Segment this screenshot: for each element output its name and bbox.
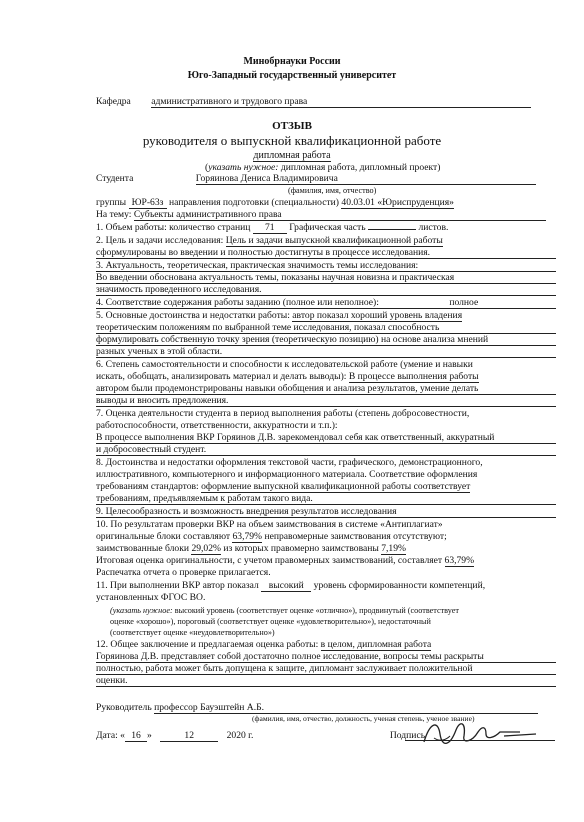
- item-12-text-1a: 12. Общее заключение и предлагаемая оценка работы:: [96, 639, 319, 650]
- hint-text: дипломная работа, дипломный проект): [280, 162, 441, 173]
- item-7-text-2: работоспособности, ответственности, аккуратности и т.п.):: [96, 420, 338, 431]
- item-11-text-2: установленных ФГОС ВО.: [96, 592, 206, 603]
- topic-value: Субъекты административного права: [134, 210, 546, 221]
- item-6-text-2: искать, обобщать, анализировать материал и делать выводы):: [96, 371, 347, 382]
- item-10-illegit: неправомерные заимствования отсутствуют;: [264, 531, 447, 542]
- item-12-line-1: [96, 640, 556, 650]
- department-label: Кафедра: [96, 96, 131, 107]
- university-heading: Юго-Западный государственный университет: [187, 70, 397, 81]
- work-type: [0, 150, 584, 161]
- hint-open: (: [205, 162, 209, 173]
- item-11-hint-text-3: (соответствует оценке «неудовлетворительно»): [110, 628, 275, 637]
- item-3-text-2: значимость проведенного исследования.: [96, 285, 556, 296]
- signature-image: [420, 712, 540, 752]
- item-12-text-2: Горяинова Д.В. представляет собой достаточно полное исследование, вопросы темы раскрыты: [96, 652, 556, 663]
- date-day: 16: [125, 731, 147, 742]
- group-label: группы: [96, 197, 127, 208]
- work-type-value: дипломная работа: [253, 150, 331, 161]
- item-12-text-1b: в целом, дипломная работа: [320, 639, 432, 650]
- date-month: 12: [160, 731, 218, 742]
- item-8-text-1: 8. Достоинства и недостатки оформления текстовой части, графического, демонстрационного,: [96, 457, 483, 468]
- item-1-text: 1. Объем работы: количество страниц: [96, 222, 251, 233]
- item-4-value: полное: [449, 297, 479, 308]
- supervisor-label: Руководитель: [96, 702, 152, 713]
- date-close-quote: »: [146, 730, 152, 741]
- work-type-hint: [205, 162, 440, 173]
- item-2-line-1: [96, 236, 556, 246]
- supervisor-caption: (фамилия, имя, отчество, должность, ученая степень, ученое звание): [252, 714, 475, 723]
- item-2-text-2: сформулированы во введении и полностью достигнуты в процессе исследования.: [96, 248, 556, 259]
- item-10-total-value: 63,79%: [444, 555, 475, 566]
- item-8-text-3: требованиям стандартов:: [96, 481, 199, 492]
- item-1-sheets-label: листов.: [418, 222, 449, 233]
- item-11-hint-1: [110, 606, 570, 616]
- item-10-borrowed-value: 29,02%: [191, 543, 222, 554]
- direction-label: направления подготовки (специальности): [168, 197, 339, 208]
- student-label: Студента: [96, 173, 134, 184]
- item-11-hint-text-1: высокий уровень (соответствует оценке «отлично»), продвинутый (соответствует: [174, 606, 459, 615]
- item-7-text-4: и добросовестный студент.: [96, 445, 556, 456]
- item-4: [96, 298, 556, 309]
- item-9-text: 9. Целесообразность и возможность внедрения результатов исследования: [96, 507, 556, 518]
- item-5-text-3: формулировать собственную точку зрения (теоретическую позицию) на основе анализа мнений: [96, 335, 556, 346]
- item-8-text-4: требованиям, предъявляемым к работам такого вида.: [96, 494, 556, 505]
- direction-value: 40.03.01 «Юриспруденция»: [341, 197, 454, 208]
- item-8-text-2: иллюстративного, компьютерного и информационного материала. Соответствие оформления: [96, 469, 478, 480]
- item-11-line-1: [96, 581, 556, 592]
- item-10-orig-label: оригинальные блоки составляют: [96, 531, 231, 542]
- item-6-text-1: 6. Степень самостоятельности и способности к исследовательской работе (умение и навыки: [96, 359, 473, 370]
- item-10-text-5: Распечатка отчета о проверке прилагается.: [96, 567, 271, 578]
- item-10-total-label: Итоговая оценка оригинальности, с учетом правомерных заимствований, составляет: [96, 555, 443, 566]
- item-1: [96, 223, 556, 234]
- item-10-borrowed-label: заимствованные блоки: [96, 543, 190, 554]
- item-10-legit-value: 7,19%: [381, 543, 407, 554]
- item-6-text-2b: В процессе выполнения работы: [348, 371, 479, 382]
- item-7-text-3: В процессе выполнения ВКР Горяинов Д.В. зарекомендовал себя как ответственный, аккуратный: [96, 433, 556, 444]
- group-value: ЮР-63з: [129, 198, 167, 209]
- item-12-text-3: полностью, работа может быть допущена к защите, дипломант заслуживает положительной: [96, 664, 556, 675]
- item-10-line-4: [96, 556, 556, 566]
- item-5-text-1: 5. Основные достоинства и недостатки работы:: [96, 310, 290, 321]
- item-1-pages: 71: [253, 223, 287, 234]
- topic-label: На тему:: [96, 209, 132, 220]
- item-2-text-1: Цель и задачи выпускной квалификационной работы: [225, 235, 443, 246]
- department-value: административного и трудового права: [151, 97, 531, 108]
- student-caption: (фамилия, имя, отчество): [288, 186, 377, 195]
- item-5-text-2: теоретическим положениям по выбранной теме исследования, показал способность: [96, 323, 556, 334]
- supervisor-value: профессор Бауэштейн А.Б.: [154, 703, 538, 714]
- item-4-label: 4. Соответствие содержания работы заданию (полное или неполное):: [96, 297, 379, 308]
- item-12-text-4: оценки.: [96, 676, 556, 687]
- item-10-text-1: 10. По результатам проверки ВКР на объем заимствования в системе «Антиплагиат»: [96, 519, 443, 530]
- item-11-text-1a: 11. При выполнении ВКР автор показал: [96, 580, 259, 591]
- item-7-text-1: 7. Оценка деятельности студента в период выполнения работы (степень добросовестности,: [96, 408, 470, 419]
- signature-label: Подпись: [389, 730, 426, 741]
- date-year: 2020 г.: [226, 730, 254, 741]
- item-1-graphic-label: Графическая часть: [289, 222, 366, 233]
- student-line: [96, 174, 556, 185]
- item-10-legit-label: из которых правомерно заимствованы: [223, 543, 379, 554]
- signature-underline: [405, 740, 555, 741]
- date-label: Дата: «: [96, 730, 125, 741]
- item-2-label: 2. Цель и задачи исследования:: [96, 235, 224, 246]
- group-line: [96, 198, 556, 209]
- item-8-line-3: [96, 482, 556, 492]
- student-name: Горяинова Дениса Владимировича: [196, 174, 536, 185]
- ministry-heading: Минобрнауки России: [243, 56, 341, 67]
- item-10-line-2: [96, 532, 556, 542]
- item-8-text-3b: оформление выпускной квалификационной работы соответствует: [201, 481, 471, 492]
- hint-italic: указать нужное:: [208, 162, 279, 173]
- item-11-level: высокий: [261, 581, 311, 592]
- item-6-text-4: выводы и вносить предложения.: [96, 396, 556, 407]
- item-1-sheets-blank: [368, 229, 416, 230]
- item-5-line-1: [96, 311, 556, 321]
- item-11-text-1b: уровень сформированности компетенций,: [313, 580, 486, 591]
- item-10-orig-value: 63,79%: [232, 531, 263, 542]
- item-5-text-1b: автор показал хороший уровень владения: [292, 310, 463, 321]
- item-11-hint-text-2: оценке «хорошо»), пороговый (соответствует оценке «удовлетворительно»), недостаточный: [110, 617, 431, 626]
- item-5-text-4: разных ученых в этой области.: [96, 347, 556, 358]
- item-10-line-3: [96, 544, 556, 554]
- department-line: [96, 97, 556, 108]
- doc-subtitle: руководителя о выпускной квалификационной работе: [142, 133, 442, 148]
- item-11-hint-italic: (указать нужное:: [110, 606, 173, 615]
- topic-line: [96, 210, 556, 221]
- doc-title: ОТЗЫВ: [272, 120, 312, 132]
- item-3-text-1: Во введении обоснована актуальность темы, показаны научная новизна и практическая: [96, 273, 556, 284]
- item-6-line-2: [96, 372, 556, 382]
- item-3-label: 3. Актуальность, теоретическая, практическая значимость темы исследования:: [96, 261, 556, 272]
- item-6-text-3: автором были продемонстрированы навыки обобщения и анализа результатов, умение делать: [96, 384, 556, 395]
